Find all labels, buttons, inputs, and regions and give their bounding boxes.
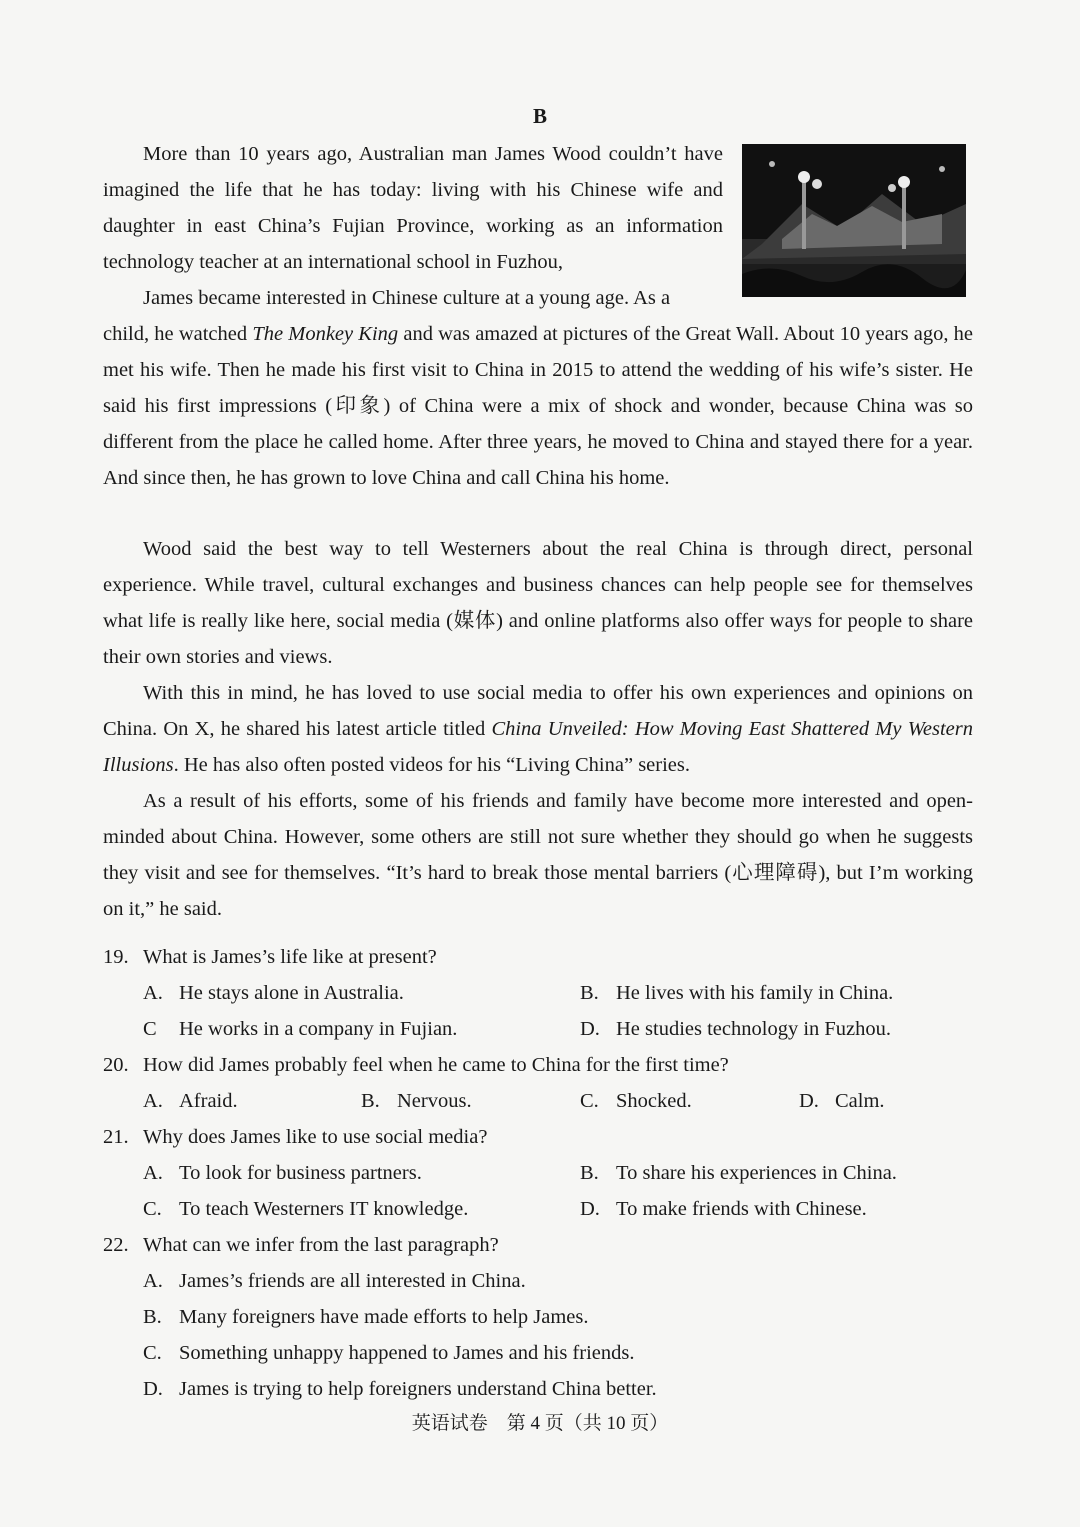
option-20-b[interactable]: B. Nervous. [361,1090,472,1112]
option-21-c[interactable]: C. To teach Westerners IT knowledge. [143,1198,469,1220]
section-title: B [532,104,547,128]
option-20-d[interactable]: D. Calm. [799,1090,885,1112]
option-22-a[interactable]: A. James’s friends are all interested in China. [143,1270,526,1292]
question-text: What is James’s life like at present? [143,946,437,968]
passage-paragraph-3 [103,531,973,675]
option-20-c[interactable]: C. Shocked. [580,1090,692,1112]
question-number: 22. [103,1234,129,1256]
passage-paragraph-2 [103,316,973,496]
paragraph-2-top-text: James became interested in Chinese culture at a young age. As a [143,287,671,309]
question-text: How did James probably feel when he came to China for the first time? [143,1054,729,1076]
option-21-a[interactable]: A. To look for business partners. [143,1162,422,1184]
paragraph-2-text-a: child, he watched [103,323,253,345]
question-number: 19. [103,946,129,968]
option-19-d[interactable]: D. He studies technology in Fuzhou. [580,1018,892,1040]
paragraph-2-title: The Monkey King [252,323,399,345]
page-footer: 英语试卷 第 4 页（共 10 页） [411,1413,669,1434]
paragraph-5-text: As a result of his efforts, some of his friends and family have become more interested and open-minded about China. However, some others are still not sure whether they should go when he suggests they visit and see for themselves. “It’s hard to break those mental barriers (心理障碍), but I’m working on it,” he said. [103,790,973,920]
paragraph-4-text-a: With this in mind, he has loved to use social media to offer his own experiences and opinions on China. On X, he shared his latest article titled [103,682,973,740]
paragraph-2-text-b: and was amazed at pictures of the Great Wall. About 10 years ago, he met his wife. Then he made his first visit to China in 2015 to attend the wedding of his wife’s sister. He said his first impressions (印象) of China were a mix of shock and wonder, because China was so different from the place he called home. After three years, he moved to China and stayed there for a year. And since then, he has grown to love China and call China his home. [103,323,973,489]
passage-paragraph-2-top [103,280,723,316]
photo-image [742,144,966,297]
option-19-a[interactable]: A. He stays alone in Australia. [143,982,404,1004]
question-number: 21. [103,1126,129,1148]
question-number: 20. [103,1054,129,1076]
paragraph-3-text: Wood said the best way to tell Westerners about the real China is through direct, personal experience. While travel, cultural exchanges and business chances can help people see for themselves what life is really like here, social media (媒体) and online platforms also offer ways for people to share their own stories and views. [103,538,973,668]
question-21 [103,1119,487,1155]
option-19-b[interactable]: B. He lives with his family in China. [580,982,894,1004]
option-22-c[interactable]: C. Something unhappy happened to James and his friends. [143,1342,635,1364]
passage-paragraph-5 [103,783,973,927]
night-city-photo [742,144,966,297]
option-19-c[interactable]: C He works in a company in Fujian. [143,1018,458,1040]
question-20 [103,1047,729,1083]
option-20-a[interactable]: A. Afraid. [143,1090,238,1112]
paragraph-1-text: More than 10 years ago, Australian man James Wood couldn’t have imagined the life that he has today: living with his Chinese wife and daughter in east China’s Fujian Province, working as an information technology teacher at an international school in Fuzhou, [103,143,723,273]
passage-paragraph-1 [103,136,723,280]
option-21-d[interactable]: D. To make friends with Chinese. [580,1198,867,1220]
option-22-b[interactable]: B. Many foreigners have made efforts to help James. [143,1306,589,1328]
paragraph-4-title: China Unveiled: How Moving East Shattered My Western Illusions [103,718,973,776]
passage-paragraph-4 [103,675,973,783]
question-text: What can we infer from the last paragraph? [143,1234,499,1256]
question-text: Why does James like to use social media? [143,1126,488,1148]
paragraph-4-text-b: . He has also often posted videos for his “Living China” series. [173,754,690,776]
question-22 [103,1227,499,1263]
option-22-d[interactable]: D. James is trying to help foreigners understand China better. [143,1378,657,1400]
option-21-b[interactable]: B. To share his experiences in China. [580,1162,897,1184]
question-19 [103,939,437,975]
